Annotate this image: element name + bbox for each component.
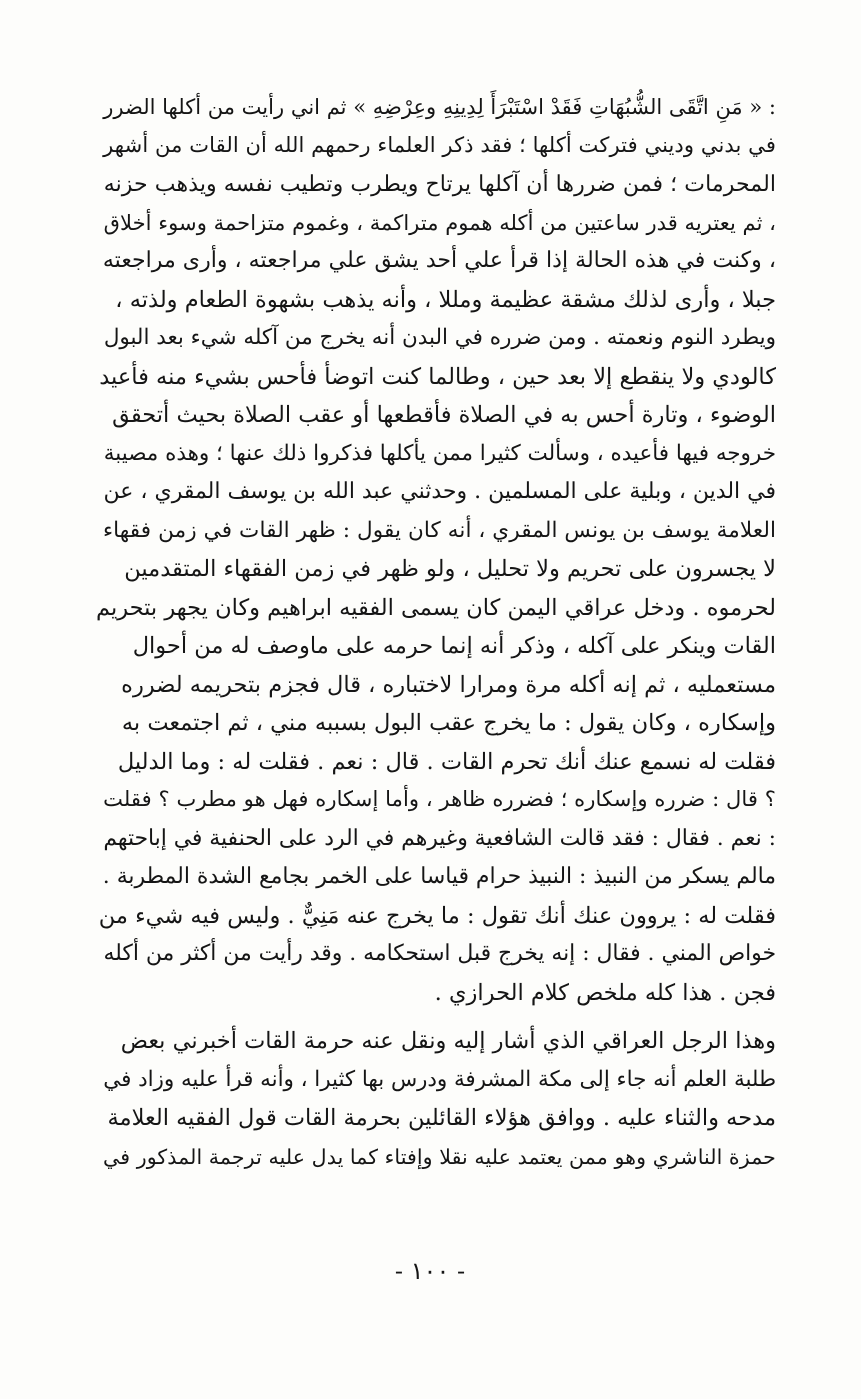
text-line: الوضوء ، وتارة أحس به في الصلاة فأقطعها أو عقب الصلاة بحيث أتحقق bbox=[112, 402, 776, 428]
text-line: العلامة يوسف بن يونس المقري ، أنه كان يقول : ظهر القات في زمن فقهاء bbox=[102, 517, 776, 543]
text-line: : « مَنِ اتَّقَى الشُّبُهَاتِ فَقَدْ اسْتَبْرَأَ لِدِينِهِ وعِرْضِهِ » ثم اني رأيت من أكلها الضرر bbox=[103, 94, 776, 119]
text-line: مستعمليه ، ثم إنه أكله مرة ومرارا لاختباره ، قال فجزم بتحريمه لضرره bbox=[121, 671, 776, 698]
paragraph-2 bbox=[96, 1022, 776, 1176]
text-line: جبلا ، وأرى لذلك مشقة عظيمة ومللا ، وأنه يذهب بشهوة الطعام ولذته ، bbox=[115, 286, 776, 313]
text-line: في بدني وديني فتركت أكلها ؛ فقد ذكر العلماء رحمهم الله أن القات من أشهر bbox=[103, 132, 776, 158]
text-line: فقلت له نسمع عنك أنك تحرم القات . قال : نعم . فقلت له : وما الدليل bbox=[117, 748, 776, 775]
text-line: في الدين ، وبلية على المسلمين . وحدثني عبد الله بن يوسف المقري ، عن bbox=[103, 479, 776, 504]
text-line: حمزة الناشري وهو ممن يعتمد عليه نقلا وإفتاء كما يدل عليه ترجمة المذكور في bbox=[102, 1144, 776, 1169]
text-line: طلبة العلم أنه جاء إلى مكة المشرفة ودرس بها كثيرا ، وأنه قرأ عليه وزاد في bbox=[103, 1066, 776, 1092]
text-line: خواص المني . فقال : إنه يخرج قبل استحكامه . وقد رأيت من أكثر من أكله bbox=[103, 941, 776, 966]
text-line: القات وينكر على آكله ، وذكر أنه إنما حرمه على ماوصف له من أحوال bbox=[132, 633, 776, 659]
paragraph-1 bbox=[96, 88, 776, 1012]
text-line: : نعم . فقال : فقد قالت الشافعية وغيرهم في الرد على الحنفية في إباحتهم bbox=[103, 825, 776, 851]
page-number: - ١٠٠ - bbox=[394, 1257, 466, 1285]
text-line: وإسكاره ، وكان يقول : ما يخرج عقب البول بسببه مني ، ثم اجتمعت به bbox=[121, 710, 776, 736]
text-line: ؟ قال : ضرره وإسكاره ؛ فضرره ظاهر ، وأما إسكاره فهل هو مطرب ؟ فقلت bbox=[103, 787, 776, 812]
text-line: ، ثم يعتريه قدر ساعتين من أكله هموم متراكمة ، وغموم متزاحمة وسوء أخلاق bbox=[103, 209, 776, 235]
text-line: فجن . هذا كله ملخص كلام الحرازي . bbox=[434, 979, 776, 1006]
text-line: خروجه فيها فأعيده ، وسألت كثيرا ممن يأكلها فذكروا ذلك عنها ؛ وهذه مصيبة bbox=[103, 440, 776, 466]
text-line: فقلت له : يروون عنك أنك تقول : ما يخرج عنه مَنِيٌّ . وليس فيه شيء من bbox=[98, 902, 776, 929]
text-line: المحرمات ؛ فمن ضررها أن آكلها يرتاح ويطرب وتطيب نفسه ويذهب حزنه bbox=[103, 171, 776, 197]
text-line: كالودي ولا ينقطع إلا بعد حين ، وطالما كنت اتوضأ فأحس بشيء منه فأعيد bbox=[99, 363, 776, 390]
text-line: لا يجسرون على تحريم ولا تحليل ، ولو ظهر في زمن الفقهاء المتقدمين bbox=[124, 556, 776, 582]
text-line: وهذا الرجل العراقي الذي أشار إليه ونقل عنه حرمة القات أخبرني بعض bbox=[120, 1028, 776, 1054]
page-body-text bbox=[96, 88, 776, 1176]
text-line: مدحه والثناء عليه . ووافق هؤلاء القائلين بحرمة القات قول الفقيه العلامة bbox=[107, 1105, 776, 1131]
text-line: لحرموه . ودخل عراقي اليمن كان يسمى الفقيه ابراهيم وكان يجهر بتحريم bbox=[95, 594, 776, 621]
text-line: ، وكنت في هذه الحالة إذا قرأ علي أحد يشق علي مراجعته ، وأرى مراجعته bbox=[102, 248, 776, 273]
text-line: مالم يسكر من النبيذ : النبيذ حرام قياسا على الخمر بجامع الشدة المطربة . bbox=[102, 864, 776, 889]
text-line: ويطرد النوم ونعمته . ومن ضرره في البدن أنه يخرج من آكله شيء بعد البول bbox=[103, 325, 776, 350]
